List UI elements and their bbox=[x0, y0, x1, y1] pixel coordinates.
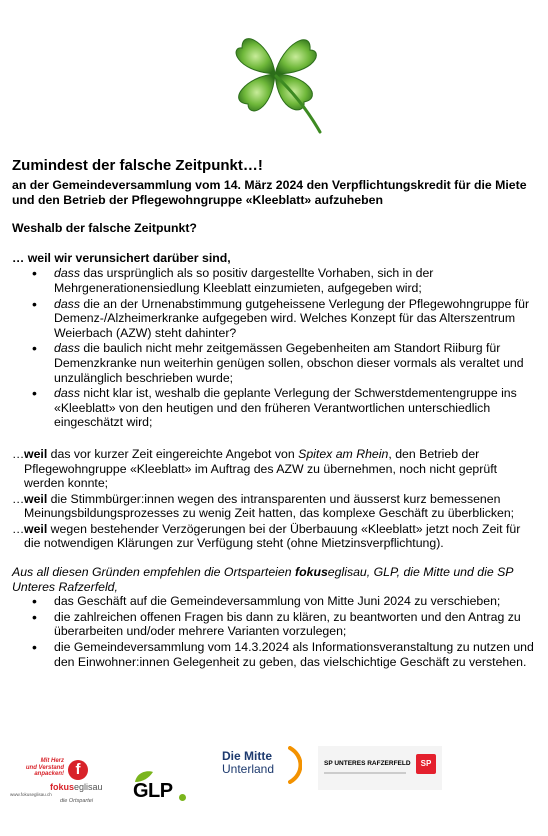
party-logos bbox=[0, 740, 548, 810]
recommendation-intro: Aus all diesen Gründen empfehlen die Ortsparteien fokuseglisau, GLP, die Mitte und die SP Unteres Rafzerfeld, bbox=[12, 565, 514, 594]
list-item: • die Gemeindeversammlung vom 14.3.2024 als Informationsveranstaltung zu nutzen und den Einwohner:innen Gelegenheit zu geben, das vielschichtige Geschäft zu verstehen. bbox=[12, 640, 540, 669]
list-item: • die zahlreichen offenen Fragen bis dann zu klären, zu beantworten und den Antrag zu überarbeiten und/oder mehrere Varianten vorzulegen; bbox=[12, 610, 540, 639]
list-item: • dass die baulich nicht mehr zeitgemässen Gegebenheiten am Standort Riiburg für Demenzkranke nun weiterhin genügen sollen, obschon dieser vormals als veraltet und unzulänglich beschrieben wurde; bbox=[12, 341, 540, 385]
document-subtitle: an der Gemeindeversammlung vom 14. März 2024 den Verpflichtungskredit für die Miete und den Betrieb der Pflegewohngruppe «Kleeblatt» aufzuheben bbox=[12, 178, 527, 207]
document-title: Zumindest der falsche Zeitpunkt…! bbox=[12, 157, 263, 174]
reason-item: … weil die Stimmbürger:innen wegen des intransparenten und äusserst kurz bemessenen Meinungsbildungsprozesses zu wenig Zeit hatten, das komplexe Geschäft zu überblicken; bbox=[12, 491, 515, 521]
section-question: Weshalb der falsche Zeitpunkt? bbox=[12, 221, 197, 236]
list-item: • dass das ursprünglich als so positiv dargestellte Vorhaben, sich in der Mehrgenerationensiedlung Kleeblatt einzumieten, aufgegeben wird; bbox=[12, 266, 540, 295]
fokus-f-icon: f bbox=[68, 760, 88, 780]
proposal-list bbox=[12, 594, 540, 669]
list-item: • dass nicht klar ist, weshalb die geplante Verlegung der Schwerstdementengruppe ins «Kleeblatt» von den heutigen und den früheren Verantwortlichen unterschiedlich eingeschätzt wird; bbox=[12, 386, 540, 430]
reason-list bbox=[12, 447, 540, 551]
document-body bbox=[12, 157, 540, 670]
reason-item: … weil wegen bestehender Verzögerungen bei der Überbauung «Kleeblatt» jetzt noch Zeit für die notwendigen Klärungen zur Verfügung steht (ohne Mietzinsverpflichtung). bbox=[12, 521, 521, 551]
fokus-eglisau-logo: Mit Herz und Verstand anpacken! f fokuseglisau www.fokuseglisau.ch die Ortspartei bbox=[10, 758, 103, 804]
glp-logo: GLP bbox=[133, 770, 193, 806]
sp-badge-icon: SP bbox=[416, 754, 436, 774]
uncertainty-list bbox=[12, 266, 540, 430]
mitte-arc-icon bbox=[288, 746, 302, 784]
four-leaf-clover-image bbox=[212, 16, 338, 134]
list-item: • dass die an der Urnenabstimmung gutgeheissene Verlegung der Pflegewohngruppe für Demenz-/Alzheimerkranke aufgegeben wird. Welches Konzept für das Alterszentrum Weierbach (AZW) steht dahinter? bbox=[12, 297, 540, 341]
list-item: • das Geschäft auf die Gemeindeversammlung von Mitte Juni 2024 zu verschieben; bbox=[12, 594, 540, 609]
uncertainty-intro: … weil wir verunsichert darüber sind, bbox=[12, 250, 231, 265]
sp-logo: SP UNTERES RAFZERFELD SP bbox=[318, 746, 442, 790]
reason-item: … weil das vor kurzer Zeit eingereichte Angebot von Spitex am Rhein, den Betrieb der Pflegewohngruppe «Kleeblatt» im Auftrag des AZW zu übernehmen, noch nicht geprüft werden konnte; bbox=[12, 446, 498, 491]
die-mitte-logo: Die Mitte Unterland bbox=[222, 748, 308, 788]
